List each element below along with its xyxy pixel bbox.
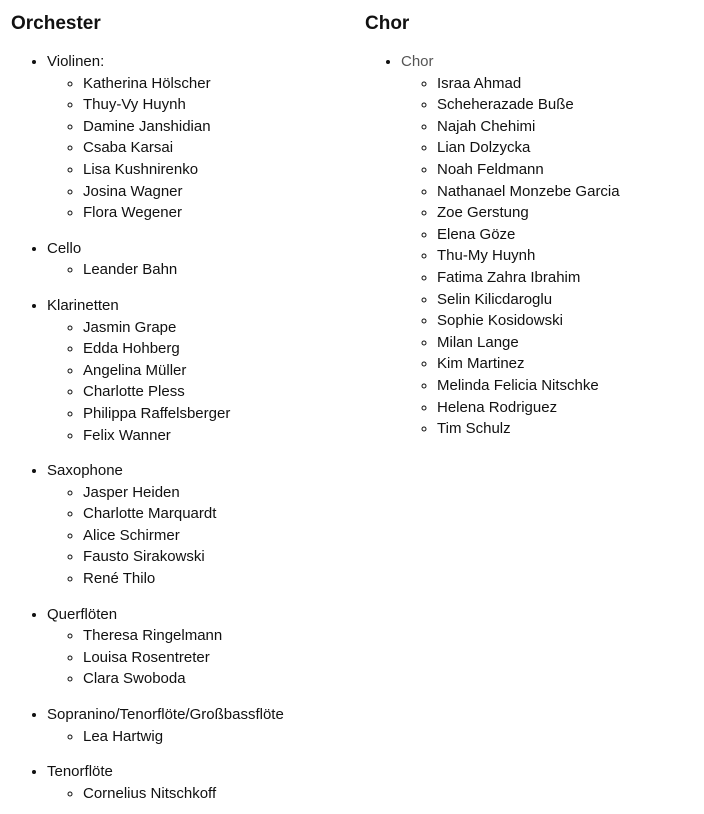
orchester-section (47, 295, 351, 446)
member-name: ◦ Tim Schulz (437, 418, 695, 440)
member-list (47, 73, 351, 224)
member-name: ◦ Clara Swoboda (83, 668, 351, 690)
member-list (47, 726, 351, 748)
member-name: ◦ Najah Chehimi (437, 116, 695, 138)
member-list (47, 259, 351, 281)
member-name: ◦ Katherina Hölscher (83, 73, 351, 95)
member-name: ◦ Thu-My Huynh (437, 245, 695, 267)
chor-column (365, 0, 695, 440)
member-list (401, 73, 695, 440)
member-name: ◦ Jasper Heiden (83, 482, 351, 504)
member-name: ◦ Damine Janshidian (83, 116, 351, 138)
member-name: ◦ Melinda Felicia Nitschke (437, 375, 695, 397)
member-name: ◦ Edda Hohberg (83, 338, 351, 360)
member-name: ◦ Milan Lange (437, 332, 695, 354)
member-name: ◦ Lea Hartwig (83, 726, 351, 748)
member-name: ◦ Elena Göze (437, 224, 695, 246)
member-name: ◦ Angelina Müller (83, 360, 351, 382)
orchester-section (47, 761, 351, 804)
member-name: ◦ Philippa Raffelsberger (83, 403, 351, 425)
orchester-sections (11, 51, 351, 804)
member-name: ◦ Theresa Ringelmann (83, 625, 351, 647)
member-name: ◦ Thuy-Vy Huynh (83, 94, 351, 116)
member-name: ◦ Sophie Kosidowski (437, 310, 695, 332)
member-name: ◦ Selin Kilicdaroglu (437, 289, 695, 311)
orchester-section (47, 238, 351, 281)
orchester-section (47, 460, 351, 590)
member-list (47, 625, 351, 690)
member-name: ◦ Kim Martinez (437, 353, 695, 375)
chor-heading: Chor (365, 13, 410, 34)
orchester-section (47, 51, 351, 224)
section-label: • Cello (47, 239, 82, 257)
section-label: • Tenorflöte (47, 763, 113, 781)
orchester-column (11, 0, 351, 804)
member-name: ◦ Cornelius Nitschkoff (83, 783, 351, 805)
orchester-section (47, 704, 351, 747)
section-label: • Sopranino/Tenorflöte/Großbassflöte (47, 706, 284, 724)
member-name: ◦ Noah Feldmann (437, 159, 695, 181)
section-label: • Querflöten (47, 605, 118, 623)
section-label: • Klarinetten (47, 296, 119, 314)
chor-sections (365, 51, 695, 440)
member-name: ◦ Josina Wagner (83, 181, 351, 203)
chor-section (401, 51, 695, 440)
member-name: ◦ Alice Schirmer (83, 525, 351, 547)
member-name: ◦ Jasmin Grape (83, 317, 351, 339)
member-name: ◦ Scheherazade Buße (437, 94, 695, 116)
section-label: • Violinen: (47, 53, 105, 70)
section-label: • Chor (401, 53, 434, 70)
member-name: ◦ Felix Wanner (83, 425, 351, 447)
member-list (47, 317, 351, 447)
member-name: ◦ Fatima Zahra Ibrahim (437, 267, 695, 289)
member-name: ◦ Flora Wegener (83, 202, 351, 224)
member-name: ◦ Helena Rodriguez (437, 397, 695, 419)
member-name: ◦ Lisa Kushnirenko (83, 159, 351, 181)
member-name: ◦ Fausto Sirakowski (83, 546, 351, 568)
member-name: ◦ Charlotte Pless (83, 381, 351, 403)
member-name: ◦ René Thilo (83, 568, 351, 590)
member-name: ◦ Louisa Rosentreter (83, 647, 351, 669)
orchester-section (47, 604, 351, 690)
member-name: ◦ Csaba Karsai (83, 137, 351, 159)
orchester-heading: Orchester (11, 13, 101, 34)
member-list (47, 783, 351, 805)
section-label: • Saxophone (47, 462, 123, 480)
member-name: ◦ Leander Bahn (83, 259, 351, 281)
member-list (47, 482, 351, 590)
member-name: ◦ Israa Ahmad (437, 73, 695, 95)
member-name: ◦ Zoe Gerstung (437, 202, 695, 224)
member-name: ◦ Lian Dolzycka (437, 137, 695, 159)
member-name: ◦ Charlotte Marquardt (83, 503, 351, 525)
member-name: ◦ Nathanael Monzebe Garcia (437, 181, 695, 203)
